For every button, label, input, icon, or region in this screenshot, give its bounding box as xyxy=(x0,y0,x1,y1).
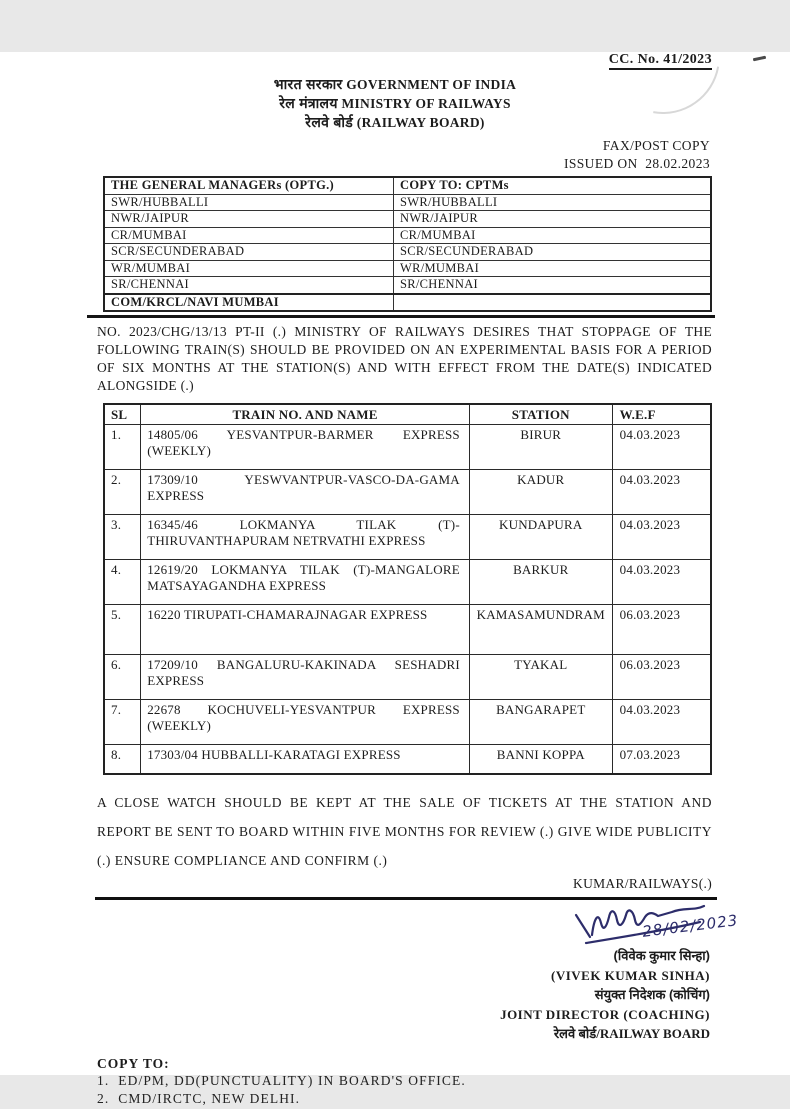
table-row xyxy=(104,194,711,211)
table-cell-wef: 04.03.2023 xyxy=(612,515,711,560)
table-cell: NWR/JAIPUR xyxy=(104,211,394,228)
table-cell: SR/CHENNAI xyxy=(104,277,394,294)
table-header-row xyxy=(104,177,711,194)
table-cell-station: BANGARAPET xyxy=(469,700,612,745)
table-cell-wef: 04.03.2023 xyxy=(612,560,711,605)
header-station: STATION xyxy=(469,404,612,425)
addressee-table-head xyxy=(104,177,711,194)
table-cell-name: 16345/46 LOKMANYA TILAK (T)-THIRUVANTHAPURAM NETRVATHI EXPRESS xyxy=(141,515,470,560)
addressee-col1-header: THE GENERAL MANAGERs (OPTG.) xyxy=(104,177,394,194)
copy-to-item-1: 1. ED/PM, DD(PUNCTUALITY) IN BOARD'S OFFICE. xyxy=(97,1072,466,1088)
table-row xyxy=(104,700,711,745)
signatory-name-hindi: (विवेक कुमार सिन्हा) xyxy=(613,948,710,963)
table-cell-wef: 06.03.2023 xyxy=(612,655,711,700)
copy-to-item-2: 2. CMD/IRCTC, NEW DELHI. xyxy=(97,1091,301,1106)
horizontal-rule-top xyxy=(87,315,715,318)
table-cell-name: 22678 KOCHUVELI-YESVANTPUR EXPRESS (WEEKLY) xyxy=(141,700,470,745)
train-table-head xyxy=(104,404,711,425)
addressee-col2-header: COPY TO: CPTMs xyxy=(394,177,712,194)
table-cell-sl: 2. xyxy=(104,470,141,515)
table-cell-name: 17303/04 HUBBALLI-KARATAGI EXPRESS xyxy=(141,745,470,774)
table-cell-wef: 04.03.2023 xyxy=(612,425,711,470)
table-cell-station: KADUR xyxy=(469,470,612,515)
table-cell xyxy=(394,294,712,312)
table-cell: WR/MUMBAI xyxy=(104,260,394,277)
table-row xyxy=(104,470,711,515)
addressee-table-body xyxy=(104,194,711,311)
table-cell-station: BANNI KOPPA xyxy=(469,745,612,774)
train-table-body xyxy=(104,425,711,774)
table-cell: SCR/SECUNDERABAD xyxy=(104,244,394,261)
header-sl: SL xyxy=(104,404,141,425)
table-cell-sl: 7. xyxy=(104,700,141,745)
table-row xyxy=(104,745,711,774)
header-train-name: TRAIN NO. AND NAME xyxy=(141,404,470,425)
table-cell: NWR/JAIPUR xyxy=(394,211,712,228)
table-row xyxy=(104,244,711,261)
letterhead-english-board: (RAILWAY BOARD) xyxy=(356,115,485,130)
table-cell-sl: 6. xyxy=(104,655,141,700)
table-row xyxy=(104,605,711,655)
letterhead-hindi-ministry: रेल मंत्रालय xyxy=(279,95,338,111)
signatory-title-hindi: संयुक्त निदेशक (कोचिंग) xyxy=(594,987,710,1002)
table-cell: CR/MUMBAI xyxy=(394,227,712,244)
table-cell: SWR/HUBBALLI xyxy=(104,194,394,211)
table-cell: CR/MUMBAI xyxy=(104,227,394,244)
table-cell: SWR/HUBBALLI xyxy=(394,194,712,211)
table-row xyxy=(104,294,711,312)
table-row xyxy=(104,655,711,700)
table-cell-station: BIRUR xyxy=(469,425,612,470)
table-cell-sl: 8. xyxy=(104,745,141,774)
table-cell-name: 17309/10 YESWVANTPUR-VASCO-DA-GAMA EXPRESS xyxy=(141,470,470,515)
signature-block xyxy=(0,946,710,1044)
table-cell-station: KUNDAPURA xyxy=(469,515,612,560)
header-wef: W.E.F xyxy=(612,404,711,425)
sender-line: KUMAR/RAILWAYS(.) xyxy=(573,875,712,891)
signatory-name-english: (VIVEK KUMAR SINHA) xyxy=(551,967,710,983)
table-cell: SCR/SECUNDERABAD xyxy=(394,244,712,261)
scanned-letter-page xyxy=(0,52,790,1106)
letterhead-english-govt: GOVERNMENT OF INDIA xyxy=(346,77,517,92)
table-cell-sl: 1. xyxy=(104,425,141,470)
table-header-row xyxy=(104,404,711,425)
issued-on-line: ISSUED ON 28.02.2023 xyxy=(563,156,710,171)
table-row xyxy=(104,425,711,470)
cc-number-text: CC. No. 41/2023 xyxy=(609,52,712,70)
signatory-title-english: JOINT DIRECTOR (COACHING) xyxy=(500,1006,710,1022)
table-cell-station: BARKUR xyxy=(469,560,612,605)
closing-paragraph: A CLOSE WATCH SHOULD BE KEPT AT THE SALE OF TICKETS AT THE STATION AND REPORT BE SENT TO BOARD WITHIN FIVE MONTHS FOR REVIEW (.) GIVE WIDE PUBLICITY (.) ENSURE COMPLIANCE AND CONFIRM (.) xyxy=(97,794,712,868)
body-paragraph: NO. 2023/CHG/13/13 PT-II (.) MINISTRY OF RAILWAYS DESIRES THAT STOPPAGE OF THE FOLLOWING TRAIN(S) SHOULD BE PROVIDED ON AN EXPERIMENTAL BASIS FOR A PERIOD OF SIX MONTHS AT THE STATION(S) AND WITH EFFECT FROM THE DATE(S) INDICATED ALONGSIDE (.) xyxy=(97,324,712,393)
table-cell: WR/MUMBAI xyxy=(394,260,712,277)
letterhead-english-ministry: MINISTRY OF RAILWAYS xyxy=(341,96,511,111)
fax-post-copy-label: FAX/POST COPY xyxy=(602,138,710,153)
letterhead-hindi-govt: भारत सरकार xyxy=(273,76,343,92)
table-cell-sl: 3. xyxy=(104,515,141,560)
letterhead-line-board xyxy=(0,113,790,132)
table-cell-wef: 07.03.2023 xyxy=(612,745,711,774)
scan-mark-artifact xyxy=(753,56,766,62)
signature-area xyxy=(0,900,790,946)
table-cell-sl: 4. xyxy=(104,560,141,605)
handwritten-date: 28/02/2023 xyxy=(640,911,739,941)
table-cell-name: 14805/06 YESVANTPUR-BARMER EXPRESS (WEEKLY) xyxy=(141,425,470,470)
table-row xyxy=(104,277,711,294)
table-cell-wef: 04.03.2023 xyxy=(612,700,711,745)
copy-to-label: COPY TO: xyxy=(97,1055,170,1071)
table-cell: SR/CHENNAI xyxy=(394,277,712,294)
addressee-table xyxy=(103,176,712,312)
copy-to-section xyxy=(97,1056,790,1109)
table-cell-station: KAMASAMUNDRAM xyxy=(469,605,612,655)
table-cell-name: 12619/20 LOKMANYA TILAK (T)-MANGALORE MATSAYAGANDHA EXPRESS xyxy=(141,560,470,605)
table-row xyxy=(104,260,711,277)
table-cell-name: 16220 TIRUPATI-CHAMARAJNAGAR EXPRESS xyxy=(141,605,470,655)
signatory-organisation: रेलवे बोर्ड/RAILWAY BOARD xyxy=(553,1026,710,1041)
letterhead-hindi-board: रेलवे बोर्ड xyxy=(305,114,354,130)
table-cell-wef: 06.03.2023 xyxy=(612,605,711,655)
table-cell-name: 17209/10 BANGALURU-KAKINADA SESHADRI EXPRESS xyxy=(141,655,470,700)
table-row xyxy=(104,515,711,560)
table-cell: COM/KRCL/NAVI MUMBAI xyxy=(104,294,394,312)
table-row xyxy=(104,560,711,605)
table-row xyxy=(104,211,711,228)
train-stoppage-table xyxy=(103,403,712,775)
table-cell-sl: 5. xyxy=(104,605,141,655)
table-row xyxy=(104,227,711,244)
table-cell-wef: 04.03.2023 xyxy=(612,470,711,515)
table-cell-station: TYAKAL xyxy=(469,655,612,700)
